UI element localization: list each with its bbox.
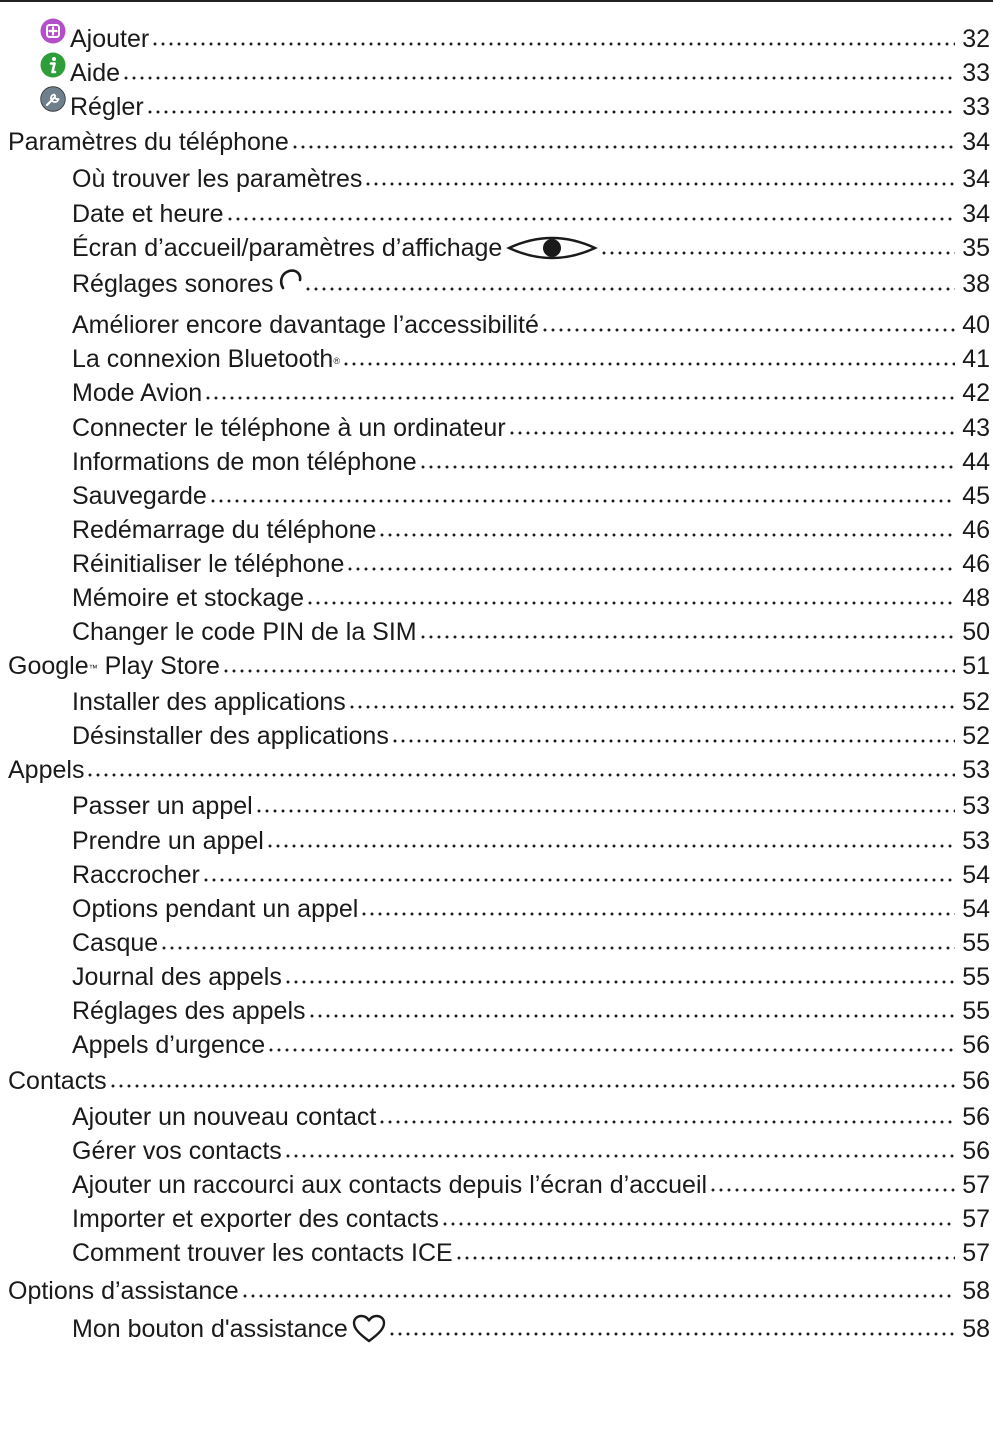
toc-entry-ou-trouver-les-parametres[interactable] [0,158,990,194]
toc-entry-mode-avion[interactable] [0,372,990,408]
toc-title-text: Ajouter un nouveau contact [72,1103,377,1131]
toc-title [70,58,120,88]
dot-leader [455,1243,955,1261]
toc-title-text: Comment trouver les contacts ICE [72,1239,453,1267]
toc-entry-ecran-d-accueil-parametres-d-affichage[interactable] [0,227,990,263]
page-number: 57 [962,1171,990,1199]
page-number: 52 [962,688,990,716]
dot-leader [709,1175,955,1193]
toc-title [72,199,224,229]
toc-entry-ajouter-un-raccourci-aux-contacts-depuis[interactable] [0,1164,990,1200]
toc-title-text: Informations de mon téléphone [72,448,417,476]
dot-leader [419,622,955,640]
page-number: 34 [962,128,990,156]
dot-leader [255,796,955,814]
ear-icon [278,267,302,299]
dot-leader [391,726,955,744]
dot-leader [541,315,955,333]
toc-title-text: Appels d’urgence [72,1031,266,1059]
page-number: 46 [962,516,990,544]
dot-leader [146,97,955,115]
toc-title-text: Ajouter un raccourci aux contacts depuis l’écran d’accueil [72,1171,708,1199]
eye-icon-wrap [506,233,598,263]
toc-title-text: Connecter le téléphone à un ordinateur [72,414,506,442]
toc-title [72,269,274,299]
toc-entry-aide[interactable] [0,52,990,88]
trademark-mark: ™ [88,663,98,673]
toc-entry-mon-bouton-d-assistance[interactable] [0,1308,990,1344]
dot-leader [204,383,955,401]
page-number: 53 [962,756,990,784]
toc-title-text: Contacts [8,1067,107,1095]
dot-leader [346,554,955,572]
toc-title [8,127,289,157]
toc-title-text: Raccrocher [72,861,200,889]
toc-entry-memoire-et-stockage[interactable] [0,577,990,613]
page-number: 56 [962,1067,990,1095]
dot-leader [122,63,955,81]
ear-icon-wrap [278,267,302,299]
toc-title-text: Importer et exporter des contacts [72,1205,439,1233]
dot-leader [304,274,955,292]
dot-leader [241,1281,955,1299]
toc-entry-la-connexion-bluetooth[interactable] [0,338,990,374]
dot-leader [209,486,955,504]
dot-leader [378,520,955,538]
toc-entry-journal-des-appels[interactable] [0,956,990,992]
page-number: 56 [962,1103,990,1131]
info-icon-wrap [40,52,66,78]
dot-leader [360,899,955,917]
dot-leader [202,865,955,883]
toc-entry-gerer-vos-contacts[interactable] [0,1130,990,1166]
dot-leader [600,238,955,256]
dot-leader [222,656,955,674]
toc-title-text: Date et heure [72,200,224,228]
toc-entry-contacts[interactable] [0,1060,990,1096]
toc-entry-changer-le-code-pin-de-la-sim[interactable] [0,611,990,647]
toc-title-text: Casque [72,929,159,957]
toc-entry-casque[interactable] [0,922,990,958]
page-number: 42 [962,379,990,407]
page-number: 50 [962,618,990,646]
toc-title-text: Passer un appel [72,792,253,820]
toc-title-text: Où trouver les paramètres [72,165,363,193]
toc-entry-options-d-assistance[interactable] [0,1270,990,1306]
toc-title-text: Gérer vos contacts [72,1137,282,1165]
page-number: 54 [962,861,990,889]
toc-title-text: Prendre un appel [72,827,264,855]
add-app-icon [40,18,66,44]
toc-title-text: Mode Avion [72,379,203,407]
dot-leader [266,831,955,849]
page-number: 35 [962,234,990,262]
toc-title [72,344,340,374]
page-number: 57 [962,1205,990,1233]
dot-leader [86,760,955,778]
dot-leader [226,204,956,222]
toc-title-text: Options d’assistance [8,1277,239,1305]
toc-title-text: Installer des applications [72,688,346,716]
page-number: 58 [962,1315,990,1343]
toc-entry-raccrocher[interactable] [0,854,990,890]
toc-title [72,447,417,477]
toc-title [72,1030,265,1060]
toc-title [72,721,389,751]
page-number: 48 [962,584,990,612]
toc-title [8,1066,107,1096]
dot-leader [308,1001,956,1019]
add-app-icon-wrap [40,18,66,44]
page-number: 53 [962,827,990,855]
toc-title-text: Écran d’accueil/paramètres d’affichage [72,234,503,262]
page-number: 34 [962,200,990,228]
toc-title [72,826,264,856]
dot-leader [388,1319,955,1337]
toc-title [72,1102,376,1132]
dot-leader [508,418,955,436]
dot-leader [284,967,955,985]
page-number: 40 [962,311,990,339]
toc-title [72,996,306,1026]
toc-entry-connecter-le-telephone-a-un-ordinateur[interactable] [0,407,990,443]
dot-leader [348,692,955,710]
toc-entry-importer-et-exporter-des-contacts[interactable] [0,1198,990,1234]
dot-leader [342,349,955,367]
toc-title-text: Journal des appels [72,963,282,991]
toc-title [72,583,304,613]
toc-entry-reinitialiser-le-telephone[interactable] [0,543,990,579]
toc-entry-informations-de-mon-telephone[interactable] [0,441,990,477]
page-number: 56 [962,1137,990,1165]
dot-leader [151,29,955,47]
toc-title-text: Google [8,652,89,680]
dot-leader [284,1141,955,1159]
toc-title [72,928,158,958]
dot-leader [160,933,955,951]
toc-title [72,617,417,647]
toc-title [72,894,358,924]
dot-leader [291,132,955,150]
page-number: 57 [962,1239,990,1267]
toc-title-text: Mon bouton d'assistance [72,1315,348,1343]
toc-entry-prendre-un-appel[interactable] [0,820,990,856]
toc-title-text-after: Play Store [97,652,220,680]
toc-title-text: Réglages des appels [72,997,306,1025]
page-number: 41 [962,345,990,373]
dot-leader [306,588,955,606]
toc-title [72,413,506,443]
dot-leader [378,1107,955,1125]
page-number: 55 [962,963,990,991]
toc-entry-options-pendant-un-appel[interactable] [0,888,990,924]
toc-entry-ajouter-un-nouveau-contact[interactable] [0,1096,990,1132]
toc-title-text: Redémarrage du téléphone [72,516,377,544]
dot-leader [419,452,955,470]
toc-title-text: Options pendant un appel [72,895,359,923]
toc-title [72,164,362,194]
toc-entry-redemarrage-du-telephone[interactable] [0,509,990,545]
toc-title [72,1136,282,1166]
toc-title-text: Aide [70,59,121,87]
toc-title [72,515,376,545]
toc-title [72,481,207,511]
toc-title-text: Mémoire et stockage [72,584,305,612]
toc-title [72,549,344,579]
page-number: 58 [962,1277,990,1305]
toc-title [72,310,539,340]
toc-title [8,651,220,681]
dot-leader [109,1071,955,1089]
toc-entry-installer-des-applications[interactable] [0,681,990,717]
page-number: 52 [962,722,990,750]
toc-entry-parametres-du-telephone[interactable] [0,121,990,157]
toc-title-text: La connexion Bluetooth [72,345,334,373]
toc-title-text: Améliorer encore davantage l’accessibilité [72,311,539,339]
toc-title [72,1314,348,1344]
toc-entry-appels[interactable] [0,749,990,785]
dot-leader [441,1209,955,1227]
page-number: 46 [962,550,990,578]
toc-title [72,1238,453,1268]
toc-title-text: Ajouter [70,25,150,53]
toc-title-text: Sauvegarde [72,482,207,510]
toc-title-text: Régler [70,93,144,121]
toc-title [72,1170,707,1200]
toc-title [8,1276,239,1306]
toc-title [70,92,144,122]
trademark-mark: ® [333,356,340,366]
toc-title [72,791,253,821]
page-number: 45 [962,482,990,510]
toc-entry-ameliorer-encore-davantage-l-accessibili[interactable] [0,304,990,340]
page-number: 51 [962,652,990,680]
toc-title-text: Réglages sonores [72,270,274,298]
wrench-icon [40,86,66,112]
toc-entry-regler[interactable] [0,86,990,122]
page-number: 55 [962,997,990,1025]
toc-title-text: Paramètres du téléphone [8,128,289,156]
info-icon [40,52,66,78]
toc-title-text: Réinitialiser le téléphone [72,550,345,578]
toc-title-text: Désinstaller des applications [72,722,389,750]
toc-entry-passer-un-appel[interactable] [0,785,990,821]
eye-icon [506,233,598,263]
toc-title [72,962,282,992]
dot-leader [267,1035,955,1053]
toc-entry-desinstaller-des-applications[interactable] [0,715,990,751]
page-number: 54 [962,895,990,923]
page-number: 43 [962,414,990,442]
page-number: 55 [962,929,990,957]
toc-title [72,687,346,717]
toc-entry-date-et-heure[interactable] [0,193,990,229]
toc-title-text: Changer le code PIN de la SIM [72,618,417,646]
toc-title [8,755,84,785]
toc-entry-sauvegarde[interactable] [0,475,990,511]
page-number: 32 [962,25,990,53]
toc-entry-comment-trouver-les-contacts-ice[interactable] [0,1232,990,1268]
toc-title-text: Appels [8,756,85,784]
toc-entry-google-play-store[interactable] [0,645,990,681]
toc-title [72,860,200,890]
dot-leader [364,169,955,187]
wrench-icon-wrap [40,86,66,112]
toc-title [72,233,502,263]
page-number: 56 [962,1031,990,1059]
toc-title [72,378,202,408]
page-number: 53 [962,792,990,820]
toc-entry-reglages-des-appels[interactable] [0,990,990,1026]
heart-icon [352,1314,386,1344]
heart-icon-wrap [352,1314,386,1344]
page-number: 34 [962,165,990,193]
toc-title [70,24,149,54]
page-number: 44 [962,448,990,476]
page-number: 38 [962,270,990,298]
page-number: 33 [962,59,990,87]
toc-title [72,1204,439,1234]
page-number: 33 [962,93,990,121]
toc-entry-reglages-sonores[interactable] [0,263,990,299]
toc-entry-ajouter[interactable] [0,18,990,54]
toc-entry-appels-d-urgence[interactable] [0,1024,990,1060]
